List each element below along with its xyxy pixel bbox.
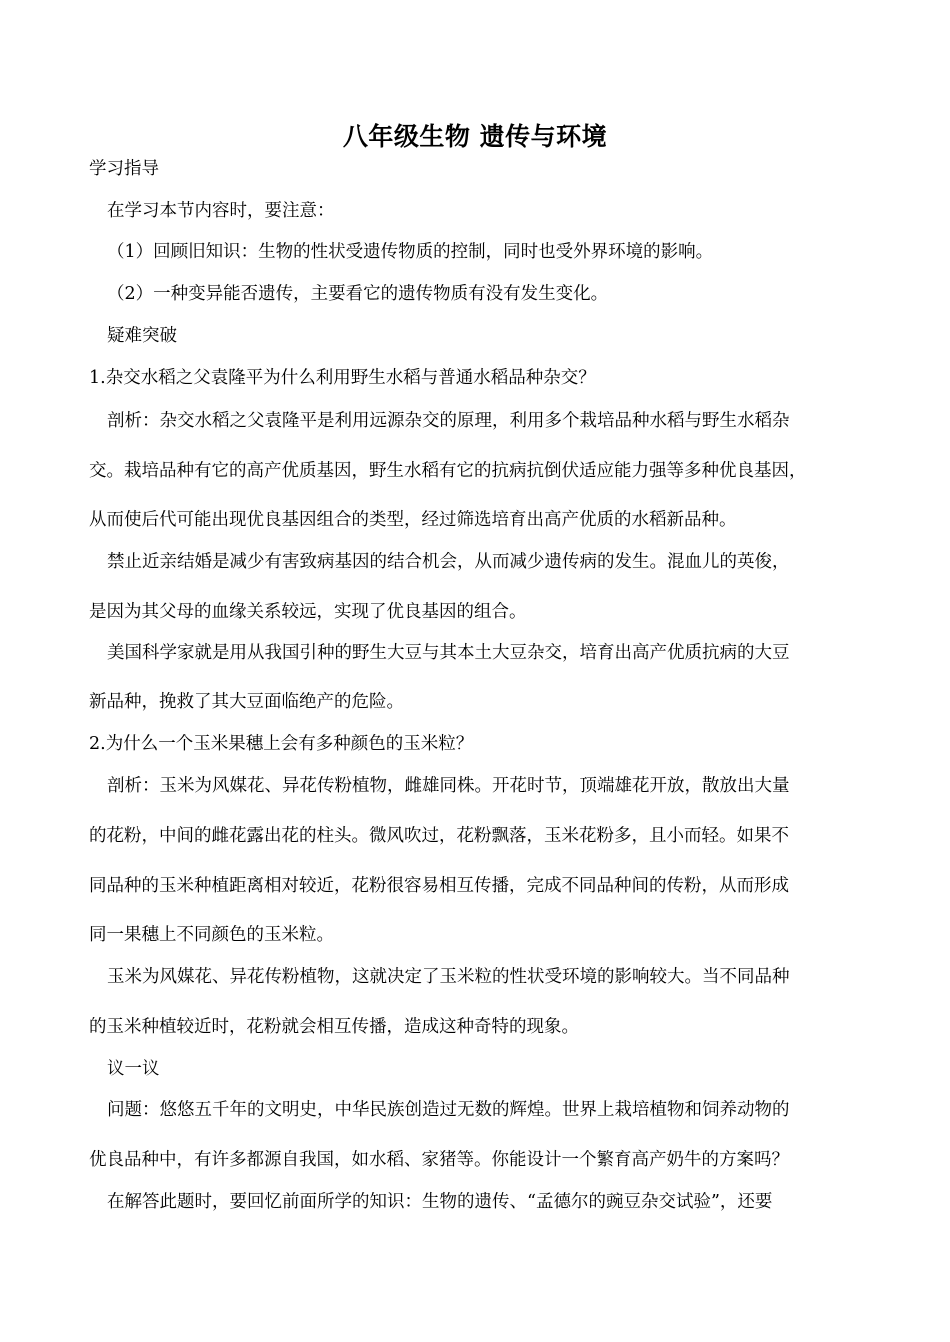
document-title: 八年级生物 遗传与环境 bbox=[342, 122, 608, 151]
paragraph-line: 新品种，挽救了其大豆面临绝产的危险。 bbox=[89, 692, 404, 712]
section-heading-discuss: 议一议 bbox=[107, 1059, 160, 1079]
paragraph-line: 同一果穗上不同颜色的玉米粒。 bbox=[89, 925, 334, 945]
question-heading-2: 2.为什么一个玉米果穗上会有多种颜色的玉米粒？ bbox=[89, 734, 474, 754]
paragraph-line: 从而使后代可能出现优良基因组合的类型，经过筛选培育出高产优质的水稻新品种。 bbox=[89, 510, 737, 530]
paragraph-line: 交。栽培品种有它的高产优质基因，野生水稻有它的抗病抗倒伏适应能力强等多种优良基因， bbox=[89, 461, 807, 481]
paragraph-line: 剖析：玉米为风媒花、异花传粉植物，雌雄同株。开花时节，顶端雄花开放，散放出大量 bbox=[107, 776, 790, 796]
paragraph-line: 是因为其父母的血缘关系较远，实现了优良基因的组合。 bbox=[89, 602, 527, 622]
paragraph-line: 问题：悠悠五千年的文明史，中华民族创造过无数的辉煌。世界上栽培植物和饲养动物的 bbox=[107, 1100, 790, 1120]
paragraph-line: 同品种的玉米种植距离相对较近，花粉很容易相互传播，完成不同品种间的传粉，从而形成 bbox=[89, 876, 789, 896]
section-heading-study-guide: 学习指导 bbox=[89, 159, 159, 179]
paragraph-line: 剖析：杂交水稻之父袁隆平是利用远源杂交的原理，利用多个栽培品种水稻与野生水稻杂 bbox=[107, 411, 790, 431]
paragraph-line: 的花粉，中间的雌花露出花的柱头。微风吹过，花粉飘落，玉米花粉多，且小而轻。如果不 bbox=[89, 826, 789, 846]
paragraph-line: 玉米为风媒花、异花传粉植物，这就决定了玉米粒的性状受环境的影响较大。当不同品种 bbox=[107, 967, 790, 987]
paragraph-line: 美国科学家就是用从我国引种的野生大豆与其本土大豆杂交，培育出高产优质抗病的大豆 bbox=[107, 643, 790, 663]
paragraph-line: 优良品种中，有许多都源自我国，如水稻、家猪等。你能设计一个繁育高产奶牛的方案吗？ bbox=[89, 1150, 789, 1170]
paragraph-line: 在学习本节内容时，要注意： bbox=[107, 201, 335, 221]
section-heading-difficulties: 疑难突破 bbox=[107, 326, 177, 346]
paragraph-line: （2）一种变异能否遗传，主要看它的遗传物质有没有发生变化。 bbox=[107, 284, 609, 304]
paragraph-line: 禁止近亲结婚是减少有害致病基因的结合机会，从而减少遗传病的发生。混血儿的英俊， bbox=[107, 552, 790, 572]
paragraph-line: 在解答此题时，要回忆前面所学的知识：生物的遗传、“孟德尔的豌豆杂交试验”，还要 bbox=[107, 1192, 773, 1212]
question-heading-1: 1.杂交水稻之父袁隆平为什么利用野生水稻与普通水稻品种杂交？ bbox=[89, 368, 596, 388]
paragraph-line: （1）回顾旧知识：生物的性状受遗传物质的控制，同时也受外界环境的影响。 bbox=[107, 242, 714, 262]
paragraph-line: 的玉米种植较近时，花粉就会相互传播，造成这种奇特的现象。 bbox=[89, 1017, 579, 1037]
